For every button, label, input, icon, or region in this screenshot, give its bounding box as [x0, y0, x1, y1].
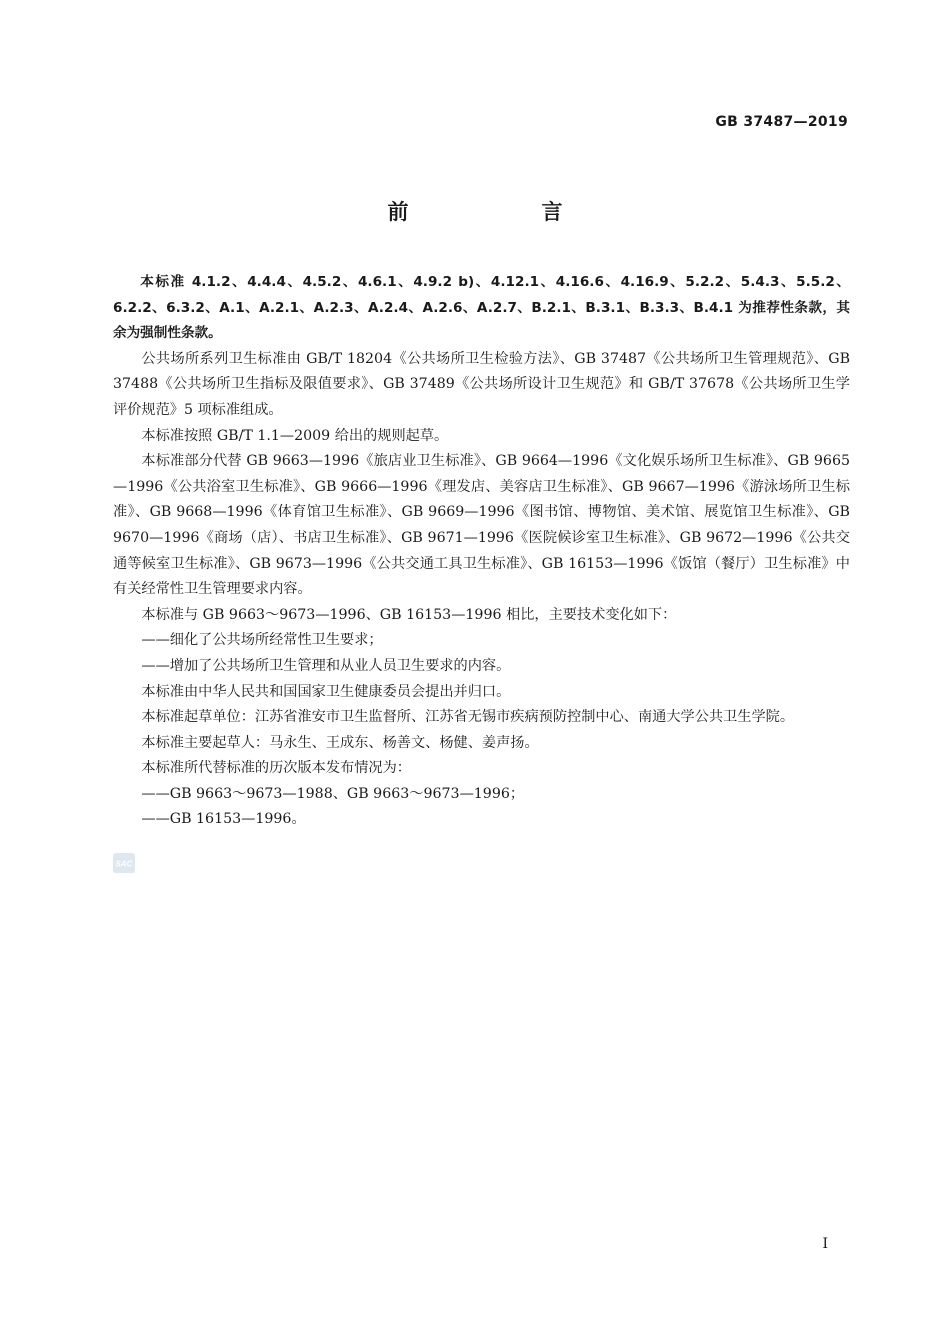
paragraph-drafting-rules: 本标准按照 GB/T 1.1—2009 给出的规则起草。 — [141, 427, 449, 444]
sac-logo-icon — [110, 851, 136, 875]
paragraph-drafters: 本标准主要起草人：马永生、王成东、杨善文、杨健、姜声扬。 — [141, 734, 539, 751]
paragraph-series-standards: 公共场所系列卫生标准由 GB/T 18204《公共场所卫生检验方法》、GB 37487《公共场所卫生管理规范》、GB 37488《公共场所卫生指标及限值要求》、GB 37489《公共场所设计卫生规范》和 GB/T 37678《公共场所卫生学评价规范》5 项标准组成。 — [113, 350, 850, 418]
paragraph-clause-types: 本标准 4.1.2、4.4.4、4.5.2、4.6.1、4.9.2 b)、4.12.1、4.16.6、4.16.9、5.2.2、5.4.3、5.5.2、6.2.2、6.3.2、A.1、A.2.1、A.2.3、A.2.4、A.2.6、A.2.7、B.2.1、B.3.1、B.3.3、B.4.1 为推荐性条款，其余为强制性条款。 — [113, 274, 850, 342]
foreword-body — [113, 270, 850, 833]
paragraph-proposer: 本标准由中华人民共和国国家卫生健康委员会提出并归口。 — [141, 683, 511, 700]
paragraph-version-history: 本标准所代替标准的历次版本发布情况为： — [141, 760, 411, 777]
page-title: 前 言 — [387, 200, 619, 224]
list-item-history-2: ——GB 16153—1996。 — [141, 811, 306, 828]
list-item-change-2: ——增加了公共场所卫生管理和从业人员卫生要求的内容。 — [141, 657, 511, 674]
page-number: I — [822, 1236, 828, 1252]
paragraph-replaced-standards: 本标准部分代替 GB 9663—1996《旅店业卫生标准》、GB 9664—1996《文化娱乐场所卫生标准》、GB 9665—1996《公共浴室卫生标准》、GB 9666—1996《理发店、美容店卫生标准》、GB 9667—1996《游泳场所卫生标准》、GB 9668—1996《体育馆卫生标准》、GB 9669—1996《图书馆、博物馆、美术馆、展览馆卫生标准》、GB 9670—1996《商场（店）、书店卫生标准》、GB 9671—1996《医院候诊室卫生标准》、GB 9672—1996《公共交通等候室卫生标准》、GB 9673—1996《公共交通工具卫生标准》、GB 16153—1996《饭馆（餐厅）卫生标准》中有关经常性卫生管理要求内容。 — [113, 453, 850, 598]
standard-code: GB 37487—2019 — [715, 114, 848, 130]
list-item-history-1: ——GB 9663～9673—1988、GB 9663～9673—1996； — [141, 785, 525, 802]
paragraph-drafting-units: 本标准起草单位：江苏省淮安市卫生监督所、江苏省无锡市疾病预防控制中心、南通大学公共卫生学院。 — [141, 709, 795, 726]
paragraph-technical-changes: 本标准与 GB 9663～9673—1996、GB 16153—1996 相比，主要技术变化如下： — [141, 606, 677, 623]
list-item-change-1: ——细化了公共场所经常性卫生要求； — [141, 632, 383, 649]
svg-text:SAC: SAC — [115, 859, 133, 869]
